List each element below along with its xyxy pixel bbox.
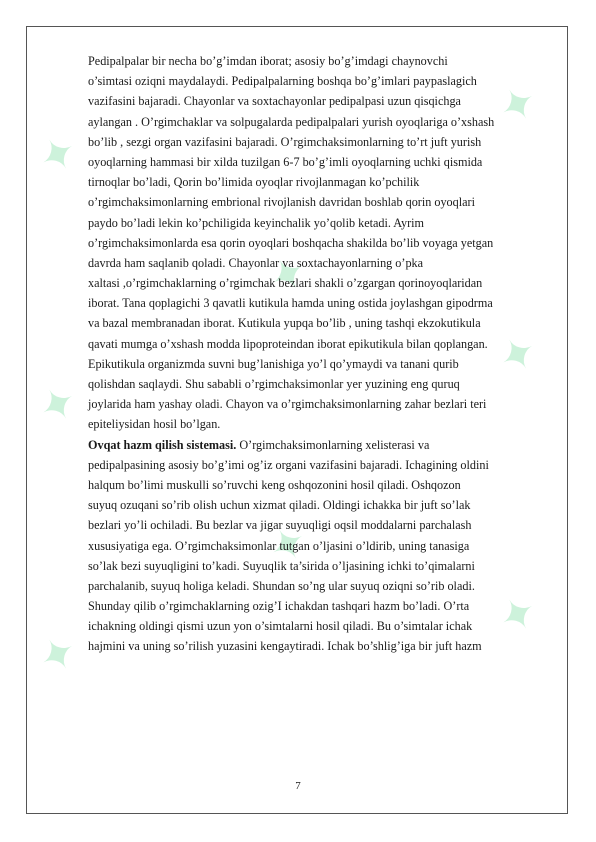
section-first-line-rest: O’rgimchaksimonlarning xelisterasi va — [236, 437, 430, 452]
body-line: xaltasi ,o’rgimchaklarning o’rgimchak bezlari shakli o’zgargan qorinoyoqlaridan — [88, 276, 483, 291]
body-line: joylarida ham yashay oladi. Chayon va o’rgimchaksimonlarning zahar bezlari teri — [88, 397, 487, 412]
body-line: o’rgimchaksimonlarning embrional rivojlanish davridan boshlab qorin oyoqlari — [88, 195, 475, 210]
body-line: o’rgimchaksimonlarda esa qorin oyoqlari boshqacha shakilda bo’lib voyaga yetgan — [88, 235, 494, 250]
body-line: qolishdan saqlaydi. Shu sababli o’rgimchaksimonlar yer yuzining eng quruq — [88, 377, 460, 391]
watermark-mark: ✦ — [489, 74, 548, 137]
section-line: ichakning oldingi qismi uzun yon o’simtalarni hosil qiladi. Bu o’simtalar ichak — [88, 619, 473, 634]
body-line: Epikutikula organizmda suvni bug’lanishiga yo’l qo’ymaydi va tanani qurib — [88, 356, 459, 371]
watermark-mark: ✦ — [29, 124, 88, 187]
section-line: xususiyatiga ega. O’rgimchaksimonlar tutgan o’ljasini o’ldirib, uning tanasiga — [88, 538, 470, 553]
body-line: paydo bo’ladi lekin ko’pchiligida keyinchalik yo’qolib ketadi. Ayrim — [88, 215, 424, 230]
document-body — [88, 51, 564, 657]
body-line: davrda ham saqlanib qoladi. Chayonlar va soxtachayonlarning o’pka — [88, 255, 424, 270]
watermark-mark: ✦ — [489, 584, 548, 647]
section-line: Shunday qilib o’rgimchaklarning ozig’I ichakdan tashqari hazm bo’ladi. O’rta — [88, 599, 470, 614]
section-line: suyuq ozuqani so’rib olish uchun xizmat qiladi. Oldingi ichakka bir juft so’lak — [88, 498, 471, 513]
section-line: halqum bo’limi muskulli so’ruvchi keng oshqozonini hosil qiladi. Oshqozon — [88, 477, 461, 492]
body-line: tirnoqlar bo’ladi, Qorin bo’limida oyoqlar rivojlanmagan ko’pchilik — [88, 175, 420, 190]
body-line: o’simtasi oziqni maydalaydi. Pedipalpalarning boshqa bo’g’imlari paypaslagich — [88, 74, 477, 89]
section-first-line — [88, 435, 564, 455]
section-line: hajmini va uning so’rilish yuzasini kengaytiradi. Ichak bo’shlig’iga bir juft hazm — [88, 639, 482, 654]
section-line: pedipalpasining asosiy bo’g’imi og’iz organi vazifasini bajaradi. Ichagining oldini — [88, 457, 489, 472]
body-line: iborat. Tana qoplagichi 3 qavatli kutikula hamda uning ostida joylashgan gipodrma — [88, 296, 493, 311]
section-heading: Ovqat hazm qilish sistemasi. — [88, 437, 237, 452]
body-line: qavati mumga o’xshash modda lipoproteindan iborat epikutikula bilan qoplangan. — [88, 336, 488, 351]
watermark-mark: ✦ — [259, 244, 318, 307]
body-line: Pedipalpalar bir necha bo’g’imdan iborat; asosiy bo’g’imdagi chaynovchi — [88, 54, 448, 68]
section-line: bezlari yo’li ochiladi. Bu bezlar va jigar suyuqligi oqsil moddalarni parchalash — [88, 518, 472, 533]
body-line: oyoqlarning hammasi bir xilda tuzilgan 6-7 bo’g’imli oyoqlarning uchki qismida — [88, 154, 483, 169]
body-line: bo’lib , sezgi organ vazifasini bajaradi. O’rgimchaksimonlarning to’rt juft yurish — [88, 134, 482, 149]
watermark-mark: ✦ — [489, 324, 548, 387]
watermark-mark: ✦ — [29, 374, 88, 437]
body-line: aylangan . O’rgimchaklar va solpugalarda pedipalpalari yurish oyoqlariga o’xshash — [88, 114, 495, 129]
body-line: vazifasini bajaradi. Chayonlar va soxtachayonlar pedipalpasi uzun qisqichga — [88, 94, 461, 109]
watermark-mark: ✦ — [259, 514, 318, 577]
page-number: 7 — [295, 780, 301, 792]
watermark-mark: ✦ — [29, 624, 88, 687]
body-line: va bazal membranadan iborat. Kutikula yupqa bo’lib , uning tashqi ekzokutikula — [88, 316, 481, 331]
body-line: epiteliysidan hosil bo’lgan. — [88, 417, 221, 432]
section-line: parchalanib, suyuq holiga keladi. Shundan so’ng ular suyuq oziqni so’rib oladi. — [88, 578, 475, 593]
section-line: so’lak bezi suyuqligini to’kadi. Suyuqlik ta’sirida o’ljasining ichki to’qimalarni — [88, 558, 475, 573]
